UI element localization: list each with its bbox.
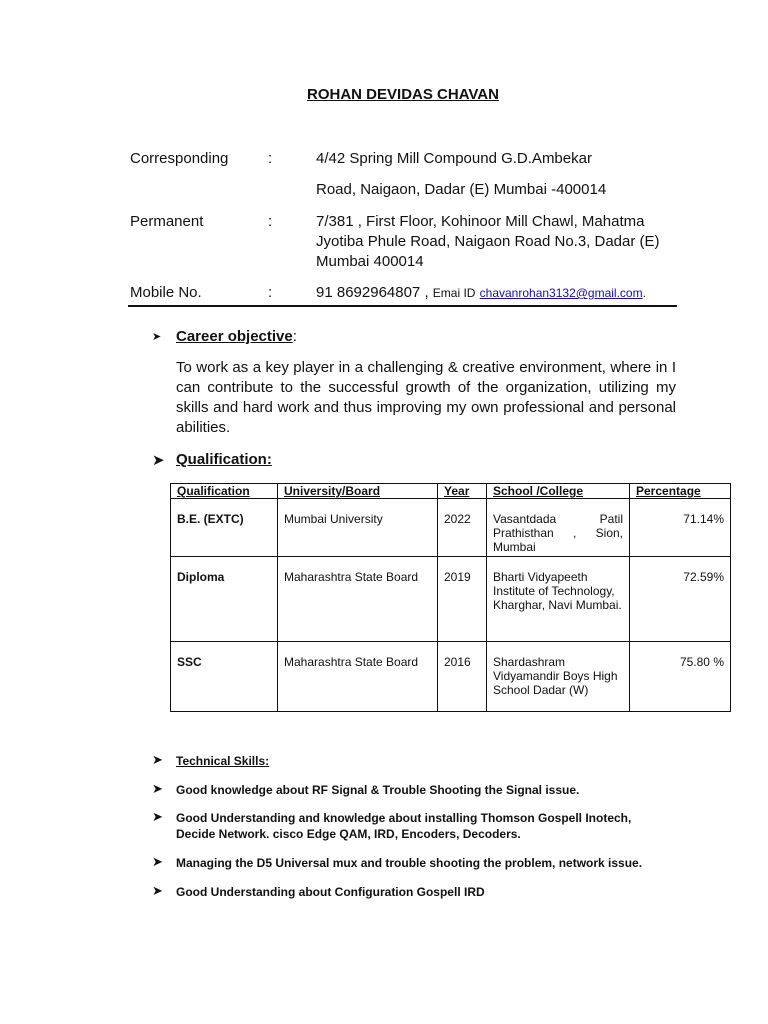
career-heading: Career objective [176, 328, 293, 345]
percentage-cell: 71.14% [630, 499, 731, 557]
arrow-bullet-icon: ➤ [152, 452, 165, 469]
table-header-row [171, 484, 731, 499]
skill-item: Good Understanding and knowledge about installing Thomson Gospell Inotech, Decide Network. cisco Edge QAM, IRD, Encoders, Decoders. [176, 811, 632, 841]
resume-name: ROHAN DEVIDAS CHAVAN [307, 86, 499, 103]
email-link[interactable]: chavanrohan3132@gmail.com [479, 286, 643, 300]
header-divider [128, 305, 677, 307]
skills-heading: Technical Skills: [176, 754, 270, 768]
arrow-bullet-icon: ➤ [152, 752, 163, 767]
board-cell: Maharashtra State Board [278, 642, 438, 712]
qualification-table [170, 483, 731, 712]
colon: : [268, 213, 273, 230]
arrow-bullet-icon: ➤ [152, 883, 163, 898]
mobile-number: 91 8692964807 , [316, 284, 429, 301]
year-cell: 2019 [438, 557, 487, 642]
school-cell: Bharti Vidyapeeth Institute of Technology, Kharghar, Navi Mumbai. [487, 557, 630, 642]
board-cell: Mumbai University [278, 499, 438, 557]
arrow-bullet-icon: ➤ [152, 809, 163, 824]
career-objective-text: To work as a key player in a challenging & creative environment, where in I can contribute to the successful growth of the organization, utilizing my skills and hard work and thus improving my own professional and personal abilities. [176, 359, 676, 436]
corresponding-address-line2: Road, Naigaon, Dadar (E) Mumbai -400014 [316, 181, 607, 198]
school-cell: Vasantdada Patil Prathisthan , Sion, Mumbai [487, 499, 630, 557]
board-cell: Maharashtra State Board [278, 557, 438, 642]
qualification-cell: SSC [171, 642, 278, 712]
table-row [171, 557, 731, 642]
skill-item: Good Understanding about Configuration Gospell IRD [176, 885, 485, 899]
colon: : [268, 284, 273, 301]
permanent-address: 7/381 , First Floor, Kohinoor Mill Chawl, Mahatma Jyotiba Phule Road, Naigaon Road No.3, Dadar (E) Mumbai 400014 [316, 213, 660, 270]
corresponding-address-line1: 4/42 Spring Mill Compound G.D.Ambekar [316, 150, 592, 167]
mobile-label: Mobile No. [130, 284, 202, 301]
email-label: Emai ID [432, 286, 476, 300]
qualification-cell: B.E. (EXTC) [171, 499, 278, 557]
column-header: Percentage [630, 484, 731, 499]
table-row [171, 499, 731, 557]
table-row [171, 642, 731, 712]
column-header: Qualification [171, 484, 278, 499]
arrow-bullet-icon: ➤ [152, 854, 163, 869]
qualification-cell: Diploma [171, 557, 278, 642]
column-header: School /College [487, 484, 630, 499]
colon: : [268, 150, 273, 167]
skill-item: Good knowledge about RF Signal & Trouble Shooting the Signal issue. [176, 783, 580, 797]
school-cell: Shardashram Vidyamandir Boys High School Dadar (W) [487, 642, 630, 712]
column-header: University/Board [278, 484, 438, 499]
skill-item: Managing the D5 Universal mux and trouble shooting the problem, network issue. [176, 856, 643, 870]
career-heading-wrap: Career objective: [176, 328, 297, 345]
percentage-cell: 72.59% [630, 557, 731, 642]
mobile-line: 91 8692964807 , Emai ID chavanrohan3132@gmail.com. [316, 284, 646, 301]
year-cell: 2022 [438, 499, 487, 557]
arrow-bullet-icon: ➤ [152, 331, 162, 343]
qualification-heading: Qualification: [176, 451, 272, 468]
permanent-label: Permanent [130, 213, 204, 230]
corresponding-label: Corresponding [130, 150, 229, 167]
arrow-bullet-icon: ➤ [152, 781, 163, 796]
year-cell: 2016 [438, 642, 487, 712]
percentage-cell: 75.80 % [630, 642, 731, 712]
column-header: Year [438, 484, 487, 499]
